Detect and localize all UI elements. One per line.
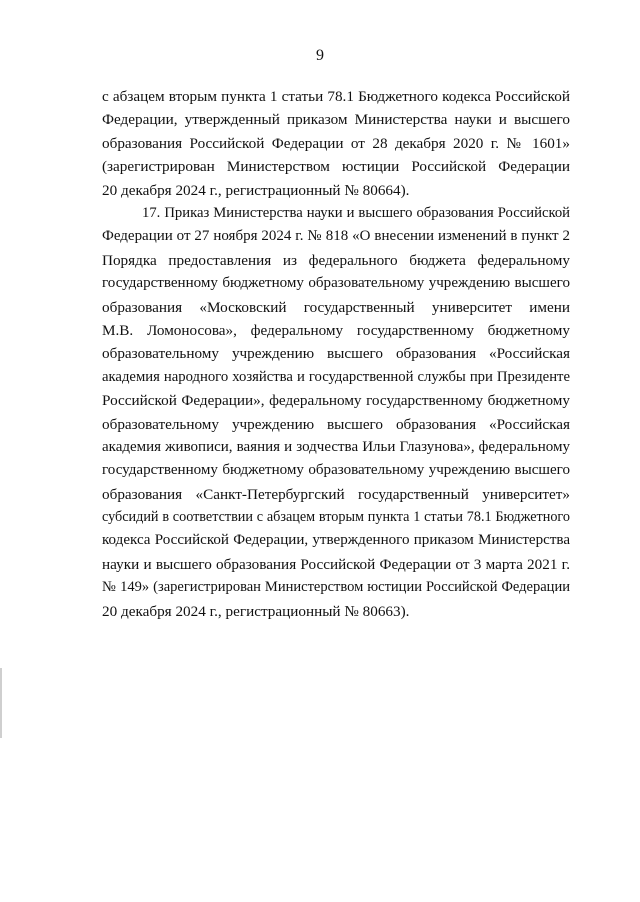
text-line: науки и высшего образования Российской Федерации от 3 марта 2021 г. [102, 555, 570, 573]
text-line: с абзацем вторым пункта 1 статьи 78.1 Бюджетного кодекса Российской [102, 88, 570, 105]
text-line: Российской Федерации», федеральному государственному бюджетному [102, 392, 570, 410]
text-line: образовательному учреждению высшего образования «Российская [102, 345, 570, 363]
text-line: субсидий в соответствии с абзацем вторым пункта 1 статьи 78.1 Бюджетного [102, 509, 570, 526]
paragraph-continuation [102, 85, 570, 202]
text-line: академия живописи, ваяния и зодчества Ильи Глазунова», федеральному [102, 438, 570, 455]
text-line: М.В. Ломоносова», федеральному государственному бюджетному [102, 321, 570, 339]
text-line: кодекса Российской Федерации, утвержденного приказом Министерства [102, 532, 570, 549]
text-line: образования Российской Федерации от 28 декабря 2020 г. № 1601» [102, 134, 570, 152]
text-line: 20 декабря 2024 г., регистрационный № 80663). [102, 602, 410, 620]
text-line: Федерации от 27 ноября 2024 г. № 818 «О внесении изменений в пункт 2 [102, 228, 570, 245]
text-line: академия народного хозяйства и государственной службы при Президенте [102, 368, 570, 385]
text-line: государственному бюджетному образовательному учреждению высшего [102, 462, 570, 479]
text-line: образования «Московский государственный университет имени [102, 298, 570, 316]
text-line: (зарегистрирован Министерством юстиции Российской Федерации [102, 158, 570, 176]
paragraph-item-17 [102, 202, 570, 623]
scan-edge-mark [0, 668, 2, 738]
text-line: Федерации, утвержденный приказом Министерства науки и высшего [102, 111, 570, 129]
text-line: 20 декабря 2024 г., регистрационный № 80664). [102, 181, 410, 199]
text-line: Порядка предоставления из федерального бюджета федеральному [102, 251, 570, 269]
page-number: 9 [316, 47, 324, 64]
text-line: образования «Санкт-Петербургский государственный университет» [102, 485, 570, 503]
text-line: 17. Приказ Министерства науки и высшего образования Российской [142, 205, 570, 221]
text-line: образовательному учреждению высшего образования «Российская [102, 415, 570, 433]
text-line: государственному бюджетному образовательному учреждению высшего [102, 275, 570, 292]
text-line: № 149» (зарегистрирован Министерством юстиции Российской Федерации [102, 579, 570, 596]
